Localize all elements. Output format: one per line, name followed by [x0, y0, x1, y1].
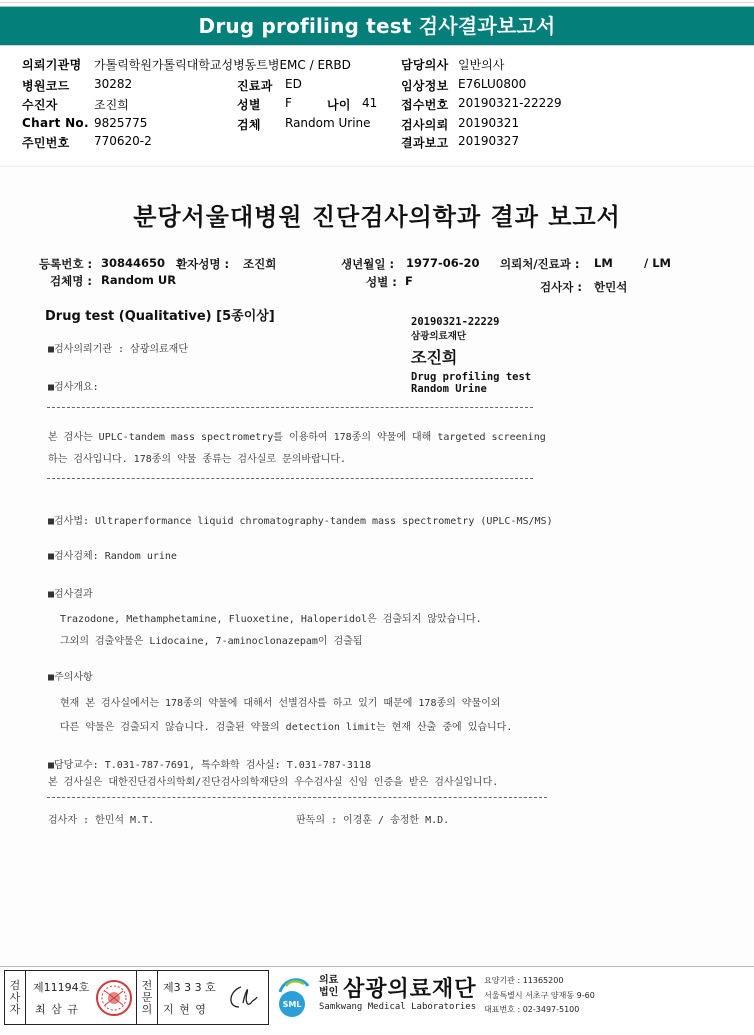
examinee-label: 수진자 — [22, 98, 58, 112]
info-sex — [237, 96, 292, 113]
section-title: Drug test (Qualitative) [5종이상] — [45, 309, 275, 324]
sample-id: 20190321-22229 — [411, 316, 500, 328]
dashed-rule — [47, 478, 533, 479]
info-chart — [22, 116, 148, 130]
specialist-cell — [136, 971, 158, 1024]
specimen-name-label: 검체명 : — [50, 274, 92, 288]
org-type-line: 법인 — [319, 987, 339, 998]
org-type — [319, 975, 338, 999]
sample-label — [411, 316, 531, 395]
agency-line: ■검사의뢰기관 : 삼광의료재단 — [48, 344, 189, 355]
reg-no-value: 30844650 — [101, 256, 166, 270]
age-value: 41 — [362, 96, 378, 110]
info-department — [237, 77, 302, 94]
org-name: 삼광의료재단 — [343, 977, 477, 1002]
sample-institution: 삼광의료재단 — [411, 331, 467, 342]
top-border — [0, 2, 754, 3]
chart-label: Chart No. — [22, 116, 89, 130]
resident-value: 770620-2 — [94, 134, 152, 148]
dashed-rule — [47, 407, 533, 408]
sex-value: F — [285, 96, 292, 110]
request-value: 20190321 — [458, 116, 520, 130]
doctor-label: 담당의사 — [401, 58, 449, 72]
institution-value: 가톨릭학원가톨릭대학교성병동트병EMC / ERBD — [94, 58, 351, 72]
department-label: 진료과 — [237, 79, 273, 93]
resident-label: 주민번호 — [22, 136, 70, 150]
patient-name-label: 환자성명 : — [176, 257, 230, 271]
examinee-value: 조진희 — [94, 98, 129, 112]
facility-code: 요양기관 : 11365200 — [484, 976, 564, 985]
sml-logo-icon — [274, 972, 312, 1020]
org-type-line: 의료 — [319, 975, 339, 986]
phone: 대표번호 : 02-3497-5100 — [484, 1005, 580, 1014]
result-line-1: Trazodone, Methamphetamine, Fluoxetine, Haloperidol은 검출되지 않았습니다. — [60, 614, 482, 625]
org-english-name: Samkwang Medical Laboratories — [319, 1002, 477, 1012]
logo-text: SML — [282, 1000, 302, 1009]
specialist-cell-char: 의 — [141, 1002, 153, 1016]
header-divider — [0, 45, 754, 46]
reader-line: 판독의 : 이경훈 / 송정한 M.D. — [296, 815, 450, 826]
requester-value-2: / LM — [644, 256, 671, 270]
overview-text-1: 본 검사는 UPLC-tandem mass spectrometry를 이용하여 178종의 약물에 대해 targeted screening — [48, 432, 546, 443]
examiner-name: 최 삼 규 — [35, 1003, 79, 1016]
birth-value: 1977-06-20 — [406, 256, 480, 270]
specialist-cell-char: 전 — [141, 978, 153, 992]
info-doctor — [401, 56, 505, 73]
header-bar — [0, 6, 754, 46]
chart-value: 9825775 — [94, 116, 148, 130]
patient-name-value: 조진희 — [243, 257, 277, 271]
receipt-value: 20190321-22229 — [458, 96, 562, 110]
examiner-license-no: 제11194호 — [33, 981, 90, 994]
specialist-license-no: 제3 3 3 호 — [163, 981, 216, 994]
result-line-2: 그외의 검출약물은 Lidocaine, 7-aminoclonazepam이 검출됨 — [60, 636, 363, 647]
info-request — [401, 116, 520, 133]
signature-box — [4, 970, 269, 1025]
examiner-cell-char: 검 — [9, 978, 21, 992]
info-specimen — [237, 116, 371, 133]
specimen-line: ■검사검체: Random urine — [48, 551, 177, 562]
hospital-code-label: 병원코드 — [22, 79, 70, 93]
requester-value: LM — [594, 256, 613, 270]
institution-label: 의뢰기관명 — [22, 58, 82, 72]
method-line: ■검사법: Ultraperformance liquid chromatography-tandem mass spectrometry (UPLC-MS/MS) — [48, 516, 553, 527]
report-examiner-label: 검사자 : — [540, 280, 582, 294]
age-label: 나이 — [327, 98, 351, 112]
cert-line: 본 검사실은 대한진단검사의학회/진단검사의학재단의 우수검사실 신임 인증을 받은 검사실입니다. — [48, 777, 499, 788]
caution-line-2: 다른 약물은 검출되지 않습니다. 검출된 약물의 detection limit는 현재 산출 중에 있습니다. — [60, 722, 513, 733]
examiner-cell-char: 사 — [9, 990, 21, 1004]
department-value: ED — [285, 77, 302, 91]
seal-stamp-icon — [95, 979, 133, 1017]
page-title: Drug profiling test 검사결과보고서 — [198, 14, 556, 38]
receipt-label: 접수번호 — [401, 98, 449, 112]
info-examinee — [22, 96, 129, 113]
info-row-institution — [22, 56, 351, 73]
report-sex-label: 성별 : — [366, 275, 397, 289]
report-date-value: 20190327 — [458, 134, 520, 148]
doctor-value: 일반의사 — [458, 58, 505, 72]
info-receipt — [401, 96, 562, 113]
signature-icon — [223, 981, 263, 1015]
overview-text-2: 하는 검사입니다. 178종의 약물 종류는 검사실로 문의바랍니다. — [48, 454, 347, 465]
sex-label: 성별 — [237, 98, 261, 112]
report-date-label: 결과보고 — [401, 136, 449, 150]
report-sex-value: F — [405, 274, 413, 288]
sample-name: 조진희 — [411, 348, 458, 367]
info-hospital-code — [22, 77, 133, 94]
caution-head: ■주의사항 — [48, 672, 93, 683]
dashed-rule — [47, 797, 547, 798]
examiner-cell — [5, 971, 26, 1024]
caution-line-1: 현재 본 검사실에서는 178종의 약물에 대해서 선별검사를 하고 있기 때문에 178종의 약물이외 — [60, 698, 501, 709]
reg-no-label: 등록번호 : — [39, 257, 93, 271]
scan-edge — [0, 166, 754, 167]
specimen-value: Random Urine — [285, 116, 371, 130]
birth-label: 생년월일 : — [341, 257, 395, 271]
report-title: 분당서울대병원 진단검사의학과 결과 보고서 — [133, 203, 621, 231]
specimen-label: 검체 — [237, 118, 261, 132]
examiner-cell-char: 자 — [9, 1002, 21, 1016]
report-examiner-value: 한민석 — [594, 280, 628, 294]
specialist-cell-char: 문 — [141, 990, 153, 1004]
specimen-name-value: Random UR — [101, 273, 177, 287]
footer-divider — [0, 966, 754, 967]
requester-label: 의뢰처/진료과 : — [500, 257, 580, 271]
specialist-name: 지 현 영 — [163, 1003, 207, 1016]
address: 서울특별시 서초구 양재동 9-60 — [484, 991, 595, 1000]
hospital-code-value: 30282 — [94, 77, 133, 91]
info-resident — [22, 134, 152, 151]
info-report-date — [401, 134, 520, 151]
overview-line: ■검사개요: — [48, 382, 99, 393]
clinical-value: E76LU0800 — [458, 77, 527, 91]
request-label: 검사의뢰 — [401, 118, 449, 132]
sample-specimen: Random Urine — [411, 383, 487, 395]
sample-test: Drug profiling test — [411, 371, 532, 383]
info-clinical — [401, 77, 527, 94]
examiner-line: 검사자 : 한민석 M.T. — [48, 815, 155, 826]
professor-line: ■담당교수: T.031-787-7691, 특수화학 검사실: T.031-787-3118 — [48, 760, 371, 771]
info-age — [327, 96, 378, 113]
clinical-label: 임상정보 — [401, 79, 449, 93]
result-head: ■검사결과 — [48, 589, 93, 600]
